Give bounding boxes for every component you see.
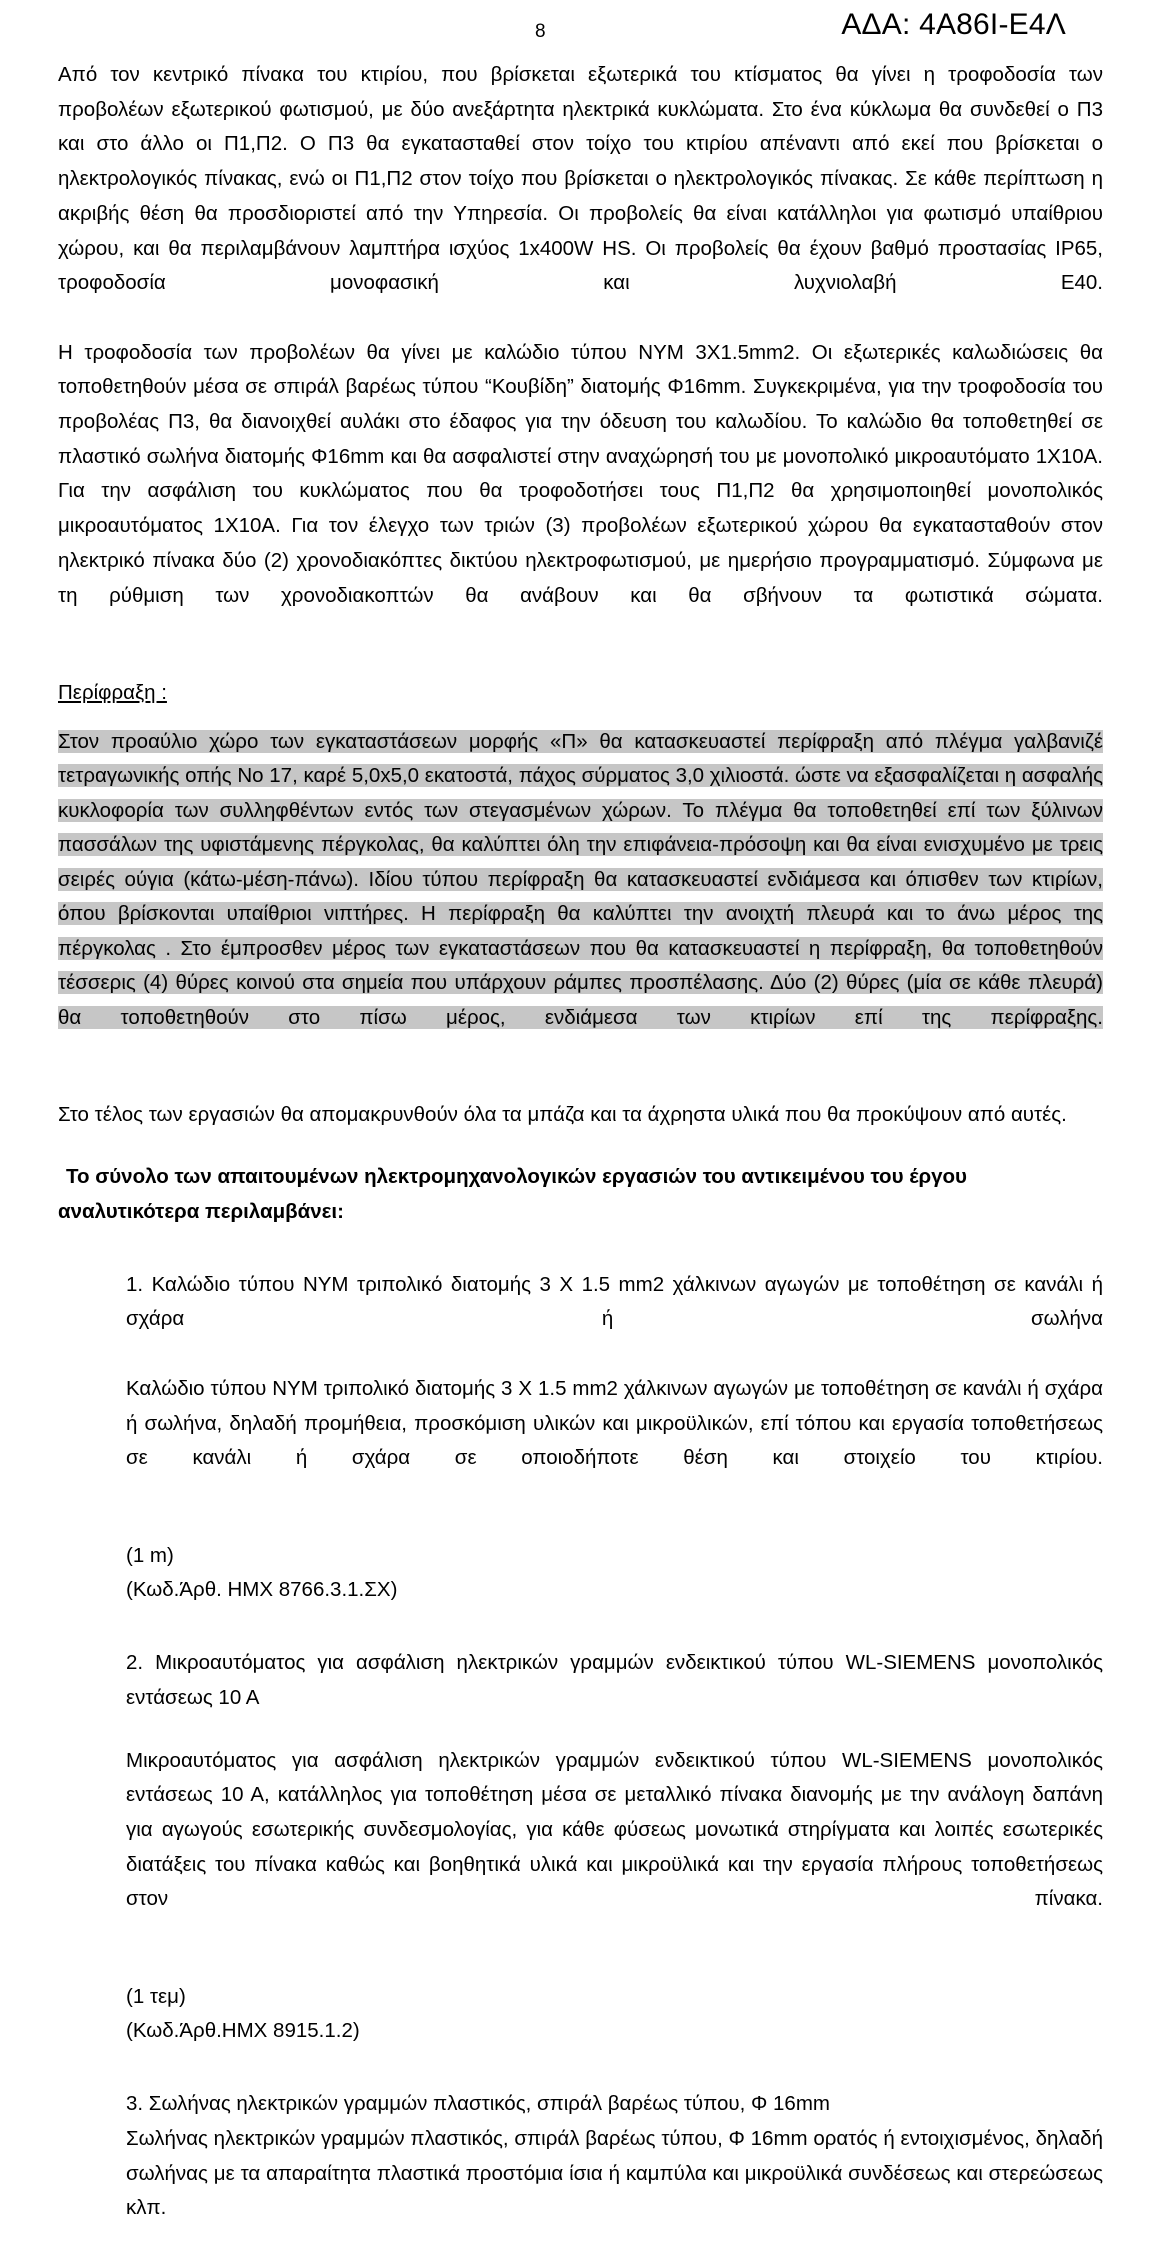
spacer xyxy=(126,1511,1103,1539)
item-code: (Κωδ.Άρθ.ΗΜΧ 8915.1.2) xyxy=(126,2019,360,2043)
item-title: 1. Καλώδιο τύπου NYM τριπολικό διατομής 3 Χ 1.5 mm2 χάλκινων αγωγών με τοποθέτηση σε κανάλι ή σχάρα ή σωλήνα xyxy=(126,1272,1103,1331)
list-item xyxy=(126,1268,1103,1608)
item-description: Μικροαυτόματος για ασφάλιση ηλεκτρικών γραμμών ενδεικτικού τύπου WL-SIEMENS μονοπολικός εντάσεως 10 Α, κατάλληλος για τοποθέτηση μέσα σε μεταλλικό πίνακα διανομής με την ανάλογη δαπάνη για αγωγούς εσωτερικής συνδεσμολογίας, για κάθε φύσεως μονωτικά στηρίγματα και λοιπές εσωτερικές διατάξεις του πίνακα καθώς και βοηθητικά υλικά και μικροϋλικά και την εργασία πλήρους τοποθετήσεως στον πίνακα. xyxy=(126,1748,1103,1911)
list-item xyxy=(126,1646,1103,2049)
item-unit: (1 m) xyxy=(126,1543,174,1567)
item-title: 3. Σωλήνας ηλεκτρικών γραμμών πλαστικός, σπιράλ βαρέως τύπου, Φ 16mm xyxy=(126,2092,830,2116)
items-list xyxy=(126,1268,1103,2261)
document-header xyxy=(0,0,1161,58)
item-title: 2. Μικροαυτόματος για ασφάλιση ηλεκτρικών γραμμών ενδεικτικού τύπου WL-SIEMENS μονοπολικός εντάσεως 10 Α xyxy=(126,1651,1103,1709)
list-item xyxy=(126,2087,1103,2261)
document-content xyxy=(0,58,1161,2261)
spacer xyxy=(126,1952,1103,1980)
spacer xyxy=(126,1716,1103,1744)
highlighted-paragraph xyxy=(58,725,1103,1070)
spacer xyxy=(58,1132,1103,1160)
page-number: 8 xyxy=(535,21,546,42)
item-code: (Κωδ.Άρθ. ΗΜΧ 8766.3.1.ΣΧ) xyxy=(126,1578,398,1602)
paragraph-supply: Η τροφοδοσία των προβολέων θα γίνει με καλώδιο τύπου NYM 3Χ1.5mm2. Οι εξωτερικές καλωδιώσεις θα τοποθετηθούν μέσα σε σπιράλ βαρέως τύπου “Κουβίδη” διατομής Φ16mm. Συγκεκριμένα, για την τροφοδοσία του προβολέας Π3, θα διανοιχθεί αυλάκι στο έδαφος για την όδευση του καλωδίου. Το καλώδιο θα τοποθετηθεί σε πλαστικό σωλήνα διατομής Φ16mm και θα ασφαλιστεί στην αναχώρησή του με μονοπολικό μικροαυτόματο 1Χ10Α. Για την ασφάλιση του κυκλώματος που θα τροφοδοτήσει τους Π1,Π2 θα χρησιμοποιηθεί μονοπολικός μικροαυτόματος 1Χ10Α. Για τον έλεγχο των τριών (3) προβολέων εξωτερικού χώρου θα εγκατασταθούν στον ηλεκτρικό πίνακα δύο (2) χρονοδιακόπτες δικτύου ηλεκτροφωτισμού, με ημερήσιο προγραμματισμό. Σύμφωνα με τη ρύθμιση των χρονοδιακοπτών θα ανάβουν και θα σβήνουν τα φωτιστικά σώματα. xyxy=(58,340,1103,607)
spacer xyxy=(126,2049,1103,2087)
spacer xyxy=(58,1230,1103,1268)
ada-stamp: ΑΔΑ: 4Α86Ι-Ε4Λ xyxy=(841,8,1066,41)
paragraph-intro: Από τον κεντρικό πίνακα του κτιρίου, που βρίσκεται εξωτερικά του κτίσματος θα γίνει η τροφοδοσία των προβολέων εξωτερικού φωτισμού, με δύο ανεξάρτητα ηλεκτρικά κυκλώματα. Στο ένα κύκλωμα θα συνδεθεί ο Π3 και στο άλλο οι Π1,Π2. Ο Π3 θα εγκατασταθεί στον τοίχο του κτιρίου απέναντι από εκεί που βρίσκεται ο ηλεκτρολογικός πίνακας, ενώ οι Π1,Π2 στον τοίχο που βρίσκεται ο ηλεκτρολογικός πίνακας. Σε κάθε περίπτωση η ακριβής θέση θα προσδιοριστεί από την Υπηρεσία. Οι προβολείς θα είναι κατάλληλοι για φωτισμό υπαίθριου χώρου, και θα περιλαμβάνουν λαμπτήρα ισχύος 1x400W HS. Οι προβολείς θα έχουν βαθμό προστασίας IP65, τροφοδοσία μονοφασική και λυχνιολαβή Ε40. xyxy=(58,63,1103,295)
section-heading-text: Περίφραξη : xyxy=(58,680,167,704)
item-description: Σωλήνας ηλεκτρικών γραμμών πλαστικός, σπιράλ βαρέως τύπου, Φ 16mm ορατός ή εντοιχισμένος, δηλαδή σωλήνας με τα απαραίτητα πλαστικά προστόμια ίσια ή καμπύλα και μικροϋλικά συνδέσεως και στερεώσεως κλπ. xyxy=(126,2126,1103,2220)
spacer xyxy=(58,711,1103,725)
item-unit: (1 τεμ) xyxy=(126,1984,186,2008)
item-description: Καλώδιο τύπου NYM τριπολικό διατομής 3 Χ 1.5 mm2 χάλκινων αγωγών με τοποθέτηση σε κανάλι ή σχάρα ή σωλήνα, δηλαδή προμήθεια, προσκόμιση υλικών και μικροϋλικών, επί τόπου και εργασία τοποθετήσεως σε κανάλι ή σχάρα σε οποιοδήποτε θέση και στοιχείο του κτιρίου. xyxy=(126,1376,1103,1470)
section-heading-perifraxi xyxy=(58,676,1103,711)
paragraph-cleanup: Στο τέλος των εργασιών θα απομακρυνθούν όλα τα μπάζα και τα άχρηστα υλικά που θα προκύψουν από αυτές. xyxy=(58,1102,1067,1126)
spacer xyxy=(126,1608,1103,1646)
spacer xyxy=(58,1070,1103,1098)
bold-lead-paragraph: Το σύνολο των απαιτουμένων ηλεκτρομηχανολογικών εργασιών του αντικειμένου του έργου αναλυτικότερα περιλαμβάνει: xyxy=(58,1165,967,1224)
spacer xyxy=(58,648,1103,676)
highlight-span: Στον προαύλιο χώρο των εγκαταστάσεων μορφής «Π» θα κατασκευαστεί περίφραξη από πλέγμα γαλβανιζέ τετραγωνικής οπής Νο 17, καρέ 5,0x5,0 εκατοστά, πάχος σύρματος 3,0 χιλιοστά. ώστε να εξασφαλίζεται η ασφαλής κυκλοφορία των συλληφθέντων εντός των στεγασμένων χώρων. Το πλέγμα θα τοποθετηθεί επί των ξύλινων πασσάλων της υφιστάμενης πέργκολας, θα καλύπτει όλη την επιφάνεια-πρόσοψη και θα είναι ενισχυμένο με τρεις σειρές ούγια (κάτω-μέση-πάνω). Ιδίου τύπου περίφραξη θα κατασκευαστεί ενδιάμεσα και όπισθεν των κτιρίων, όπου βρίσκονται υπαίθριοι νιπτήρες. Η περίφραξη θα καλύπτει την ανοιχτή πλευρά και το άνω μέρος της πέργκολας . Στο έμπροσθεν μέρος των εγκαταστάσεων που θα κατασκευαστεί η περίφραξη, θα τοποθετηθούν τέσσερις (4) θύρες κοινού στα σημεία που υπάρχουν ράμπες προσπέλασης. Δύο (2) θύρες (μία σε κάθε πλευρά) θα τοποθετηθούν στο πίσω μέρος, ενδιάμεσα των κτιρίων επί της περίφραξης. xyxy=(58,729,1103,1029)
